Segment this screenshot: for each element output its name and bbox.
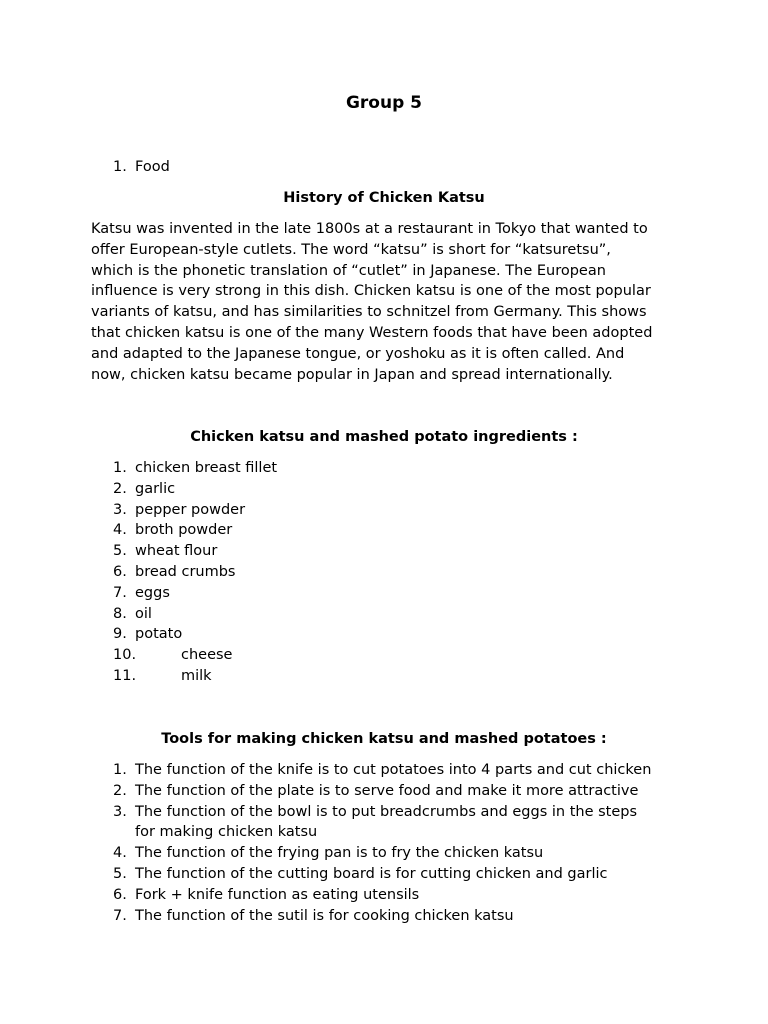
list-item xyxy=(0,645,768,666)
list-text: Fork + knife function as eating utensils xyxy=(135,886,420,903)
list-number: 10. xyxy=(113,647,137,664)
ingredients-list xyxy=(0,458,768,687)
paragraph-line: now, chicken katsu became popular in Japan and spread internationally. xyxy=(91,366,613,383)
list-text: The function of the frying pan is to fry the chicken katsu xyxy=(135,845,544,862)
list-text: The function of the knife is to cut potatoes into 4 parts and cut chicken xyxy=(135,762,652,778)
list-number: 11. xyxy=(113,667,137,684)
list-number: 9. xyxy=(113,626,127,643)
list-text: milk xyxy=(181,667,212,684)
list-item xyxy=(0,802,768,844)
list-text: wheat flour xyxy=(135,543,218,560)
list-number: 2. xyxy=(113,480,127,497)
list-text: potato xyxy=(135,626,183,643)
section-list xyxy=(0,157,768,178)
history-paragraph xyxy=(91,219,691,385)
list-item xyxy=(0,666,768,687)
list-text: The function of the cutting board is for cutting chicken and garlic xyxy=(135,865,608,882)
list-text: cheese xyxy=(181,647,233,664)
paragraph-line: and adapted to the Japanese tongue, or yoshoku as it is often called. And xyxy=(91,345,625,362)
list-item xyxy=(0,760,768,781)
paragraph-line: which is the phonetic translation of “cutlet” in Japanese. The European xyxy=(91,262,606,279)
list-text: garlic xyxy=(135,480,176,497)
list-item xyxy=(0,781,768,802)
list-number: 6. xyxy=(113,563,127,580)
list-text: eggs xyxy=(135,584,170,601)
tools-heading: Tools for making chicken katsu and mashed potatoes : xyxy=(161,731,607,747)
list-item xyxy=(0,500,768,521)
list-item xyxy=(0,885,768,906)
list-item xyxy=(0,157,768,178)
list-item xyxy=(0,583,768,604)
paragraph-line: variants of katsu, and has similarities to schnitzel from Germany. This shows xyxy=(91,304,647,321)
list-number: 2. xyxy=(113,782,127,799)
list-text: The function of the plate is to serve food and make it more attractive xyxy=(135,782,639,799)
list-item xyxy=(0,864,768,885)
list-number: 3. xyxy=(113,803,127,820)
list-text: The function of the bowl is to put breadcrumbs and eggs in the steps xyxy=(135,803,638,820)
document-title: Group 5 xyxy=(345,93,423,113)
tools-list xyxy=(0,760,768,926)
list-text: broth powder xyxy=(135,522,233,539)
list-item xyxy=(0,624,768,645)
list-number: 3. xyxy=(113,501,127,518)
list-number: 1. xyxy=(113,159,127,175)
list-number: 8. xyxy=(113,605,127,622)
list-text-continuation: for making chicken katsu xyxy=(135,824,318,841)
list-item xyxy=(0,843,768,864)
list-text: chicken breast fillet xyxy=(135,460,278,476)
list-item xyxy=(0,906,768,927)
list-text: oil xyxy=(135,605,152,622)
list-number: 5. xyxy=(113,543,127,560)
list-text: The function of the sutil is for cooking chicken katsu xyxy=(135,907,514,924)
history-heading: History of Chicken Katsu xyxy=(283,190,485,206)
list-text: Food xyxy=(135,159,170,175)
list-number: 7. xyxy=(113,584,127,601)
list-item xyxy=(0,458,768,479)
list-number: 4. xyxy=(113,522,127,539)
paragraph-line: Katsu was invented in the late 1800s at a restaurant in Tokyo that wanted to xyxy=(91,221,648,237)
list-number: 6. xyxy=(113,886,127,903)
list-item xyxy=(0,562,768,583)
list-number: 1. xyxy=(113,460,127,476)
list-item xyxy=(0,520,768,541)
list-number: 4. xyxy=(113,845,127,862)
list-number: 7. xyxy=(113,907,127,924)
paragraph-line: influence is very strong in this dish. Chicken katsu is one of the most popular xyxy=(91,283,651,300)
paragraph-line: that chicken katsu is one of the many Western foods that have been adopted xyxy=(91,324,653,341)
list-text: bread crumbs xyxy=(135,563,236,580)
list-item xyxy=(0,604,768,625)
ingredients-heading: Chicken katsu and mashed potato ingredients : xyxy=(190,429,578,445)
list-text: pepper powder xyxy=(135,501,246,518)
paragraph-line: offer European-style cutlets. The word “katsu” is short for “katsuretsu”, xyxy=(91,241,611,258)
list-number: 1. xyxy=(113,762,127,778)
list-item xyxy=(0,479,768,500)
list-item xyxy=(0,541,768,562)
list-number: 5. xyxy=(113,865,127,882)
